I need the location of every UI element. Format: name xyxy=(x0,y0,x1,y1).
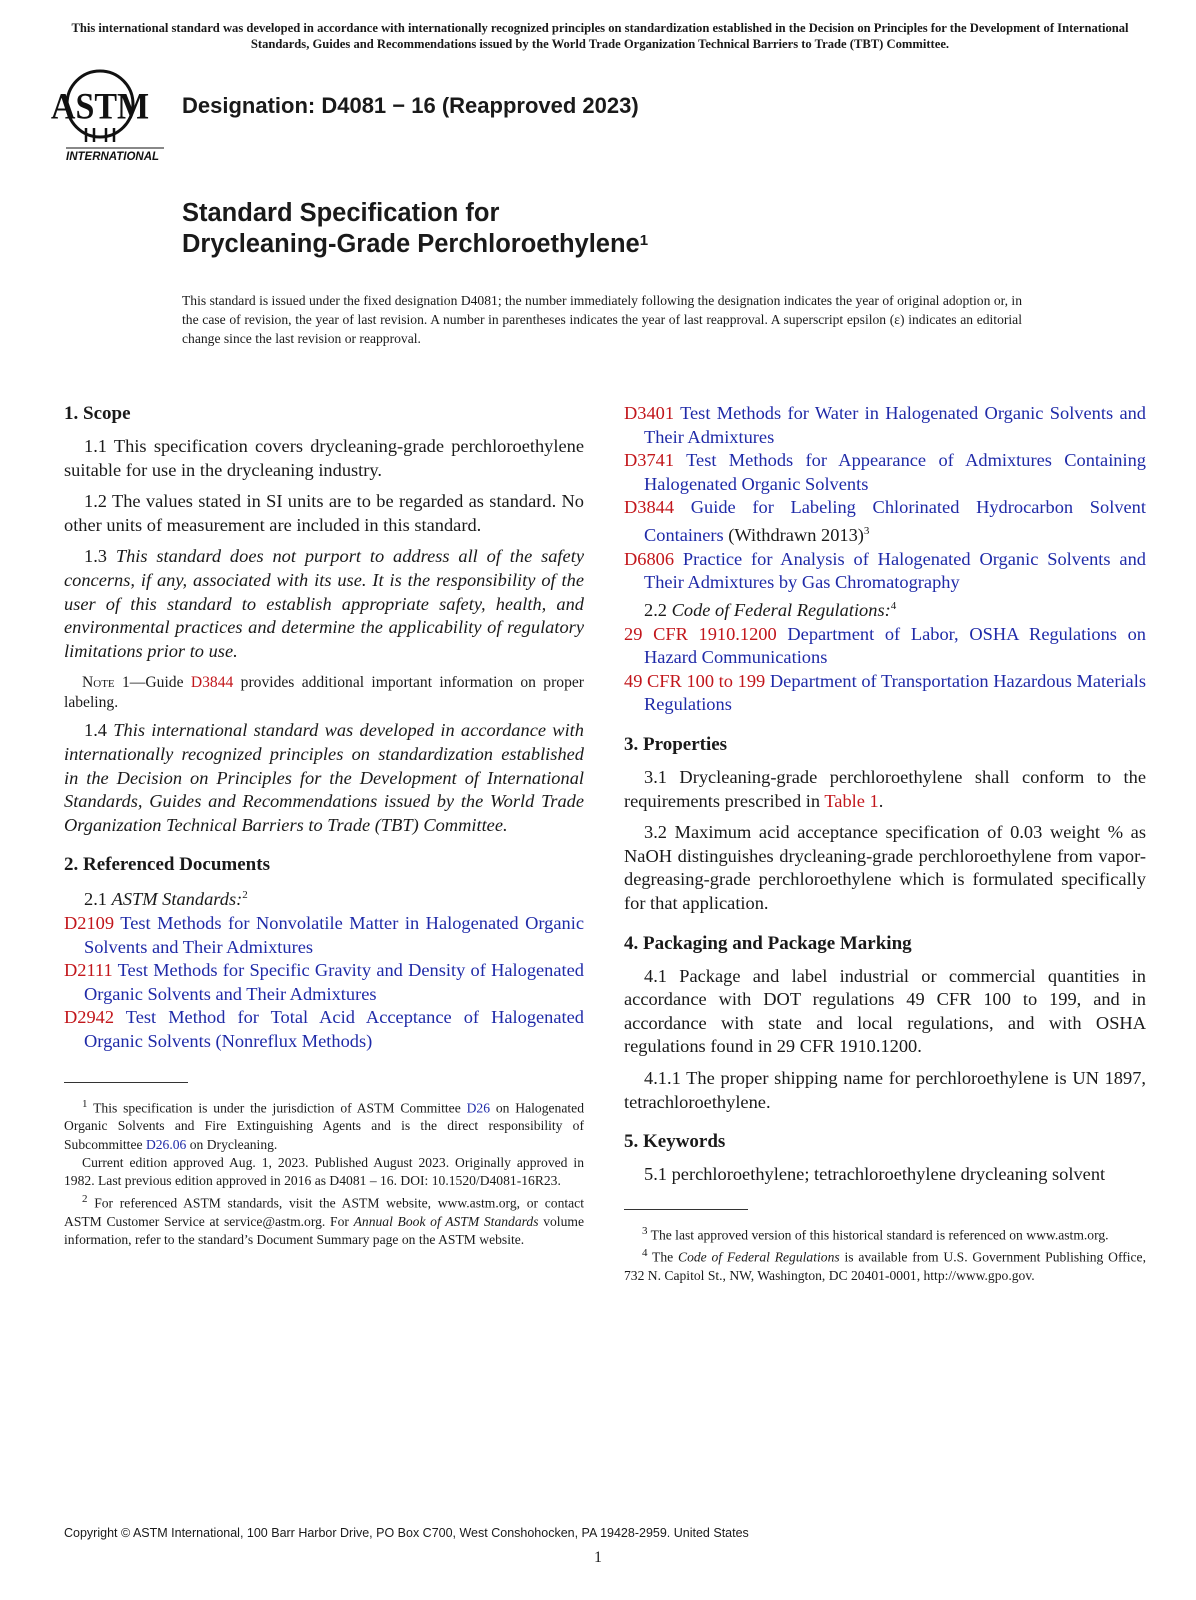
footnote-1: $^1$ This specification is under the jurisdiction of ASTM Committee D26 on Halogenated Organic Solvents and Fire Extinguishing Agents and is the direct responsibility of Subcommittee D26.06 on Drycleaning. xyxy=(64,1097,584,1152)
footnote-rule xyxy=(64,1082,188,1083)
para-1-3: 1.3 This standard does not purport to address all of the safety concerns, if any, associated with its use. It is the responsibility of the user of this standard to establish appropriate safety, health, and environmental practices and determine the applicability of regulatory limitations prior to use. xyxy=(64,546,584,661)
copyright: Copyright © ASTM International, 100 Barr Harbor Drive, PO Box C700, West Conshohocken, PA 19428-2959. United States xyxy=(64,1526,749,1540)
reference-code-link[interactable]: 29 CFR 1910.1200 xyxy=(624,623,777,644)
footnote-link-d26[interactable]: D26 xyxy=(466,1100,491,1116)
para-4-1: 4.1 Package and label industrial or commercial quantities in accordance with DOT regulations 49 CFR 100 to 199, and in accordance with state and local regulations, and with OSHA regulations found in 29 CFR 1910.1200. xyxy=(624,965,1146,1057)
reference-note: (Withdrawn 2013) xyxy=(723,525,864,546)
footnote-4: $^4$ The Code of Federal Regulations is available from U.S. Government Publishing Office, 732 N. Capitol St., NW, Washington, DC 20401-0001, http://www.gpo.gov. xyxy=(624,1247,1146,1284)
reference-item xyxy=(624,496,1146,547)
reference-item xyxy=(64,959,584,1006)
reference-title-link[interactable]: Test Methods for Appearance of Admixtures Containing Halogenated Organic Solvents xyxy=(644,450,1147,494)
para-1-2: 1.2 The values stated in SI units are to be regarded as standard. No other units of measurement are included in this standard. xyxy=(64,491,584,535)
para-1-4: 1.4 This international standard was developed in accordance with internationally recognized principles on standardization established in the Decision on Principles for the Development of International Standards, Guides and Recommendations issued by the World Trade Organization Technical Barriers to Trade (TBT) Committee. xyxy=(64,720,584,835)
reference-item xyxy=(624,670,1146,717)
reference-code-link[interactable]: D3741 xyxy=(624,450,675,471)
reference-title-link[interactable]: Test Method for Total Acid Acceptance of Halogenated Organic Solvents (Nonreflux Methods) xyxy=(84,1007,585,1051)
reference-code-link[interactable]: D2111 xyxy=(64,960,113,981)
note-ref-link[interactable]: D3844 xyxy=(190,674,234,692)
subsection-2-1: 2.1 ASTM Standards:$^2$ xyxy=(84,889,248,910)
reference-code-link[interactable]: D2109 xyxy=(64,913,115,934)
footnote-2: $^2$ For referenced ASTM standards, visit the ASTM website, www.astm.org, or contact ASTM Customer Service at service@astm.org. For Annual Book of ASTM Standards volume information, refer to the standard’s Document Summary page on the ASTM website. xyxy=(64,1193,584,1248)
footnotes-left xyxy=(64,1095,584,1250)
footnote-1b: Current edition approved Aug. 1, 2023. Published August 2023. Originally approved in 1982. Last previous edition approved in 2016 as D4081 – 16. DOI: 10.1520/D4081-16R23. xyxy=(64,1154,584,1188)
title-line-2: Drycleaning-Grade Perchloroethylene xyxy=(182,230,640,258)
reference-code-link[interactable]: D3844 xyxy=(624,497,675,518)
reference-title-link[interactable]: Test Methods for Nonvolatile Matter in Halogenated Organic Solvents and Their Admixtures xyxy=(84,913,585,957)
title-line-1: Standard Specification for xyxy=(182,199,500,227)
reference-item xyxy=(624,548,1146,595)
preamble: This standard is issued under the fixed designation D4081; the number immediately following the designation indicates the year of original adoption or, in the case of revision, the year of last revision. A number in parentheses indicates the year of last reapproval. A superscript epsilon (ε) indicates an editorial change since the last revision or reapproval. xyxy=(182,293,1022,346)
para-1-1: 1.1 This specification covers drycleaning-grade perchloroethylene suitable for use in the drycleaning industry. xyxy=(64,436,584,480)
section-4-heading: 4. Packaging and Package Marking xyxy=(624,932,912,954)
reference-title-link[interactable]: Guide for Labeling Chlorinated Hydrocarbon Solvent Containers xyxy=(644,497,1146,546)
reference-title-link[interactable]: Test Methods for Specific Gravity and Density of Halogenated Organic Solvents and Their Admixtures xyxy=(84,960,584,1004)
left-column xyxy=(64,402,584,1249)
reference-title-link[interactable]: Department of Labor, OSHA Regulations on Hazard Communications xyxy=(644,623,1146,668)
designation: Designation: D4081 − 16 (Reapproved 2023) xyxy=(182,93,639,118)
section-3-heading: 3. Properties xyxy=(624,733,728,755)
footnotes-right xyxy=(624,1222,1146,1286)
page-number: 1 xyxy=(594,1549,602,1566)
reference-item xyxy=(624,623,1146,670)
reference-code-link[interactable]: D3401 xyxy=(624,403,675,423)
table-1-link[interactable]: Table 1 xyxy=(824,790,879,811)
svg-text:ASTM: ASTM xyxy=(50,85,150,127)
reference-item xyxy=(64,1006,584,1053)
reference-title-link[interactable]: Practice for Analysis of Halogenated Organic Solvents and Their Admixtures by Gas Chromatography xyxy=(644,548,1146,593)
section-5-heading: 5. Keywords xyxy=(624,1131,726,1153)
reference-item xyxy=(64,912,584,959)
footnote-rule-right xyxy=(624,1209,748,1210)
section-2-heading: 2. Referenced Documents xyxy=(64,854,270,876)
title-footnote-mark: 1 xyxy=(639,232,649,249)
reference-item xyxy=(624,449,1146,496)
reference-list-astm-continued xyxy=(624,402,1146,595)
trade-notice: This international standard was developed in accordance with internationally recognized principles on standardization established in the Decision on Principles for the Development of International Standards, Guides and Recommendations issued by the World Trade Organization Technical Barriers to Trade (TBT) Committee. xyxy=(71,21,1129,51)
reference-title-link[interactable]: Department of Transportation Hazardous Materials Regulations xyxy=(644,670,1146,715)
reference-code-link[interactable]: D2942 xyxy=(64,1007,115,1028)
reference-item xyxy=(624,402,1146,449)
note-1: Note 1—Guide D3844 provides additional important information on proper labeling. xyxy=(64,674,585,712)
right-column xyxy=(624,402,1146,1285)
reference-footnote-mark: 3 xyxy=(863,524,870,537)
reference-list-cfr xyxy=(624,623,1146,717)
reference-code-link[interactable]: D6806 xyxy=(624,548,675,569)
subsection-2-2: 2.2 Code of Federal Regulations:$^4$ xyxy=(644,599,897,620)
reference-title-link[interactable]: Test Methods for Water in Halogenated Organic Solvents and Their Admixtures xyxy=(644,403,1147,447)
reference-code-link[interactable]: 49 CFR 100 to 199 xyxy=(624,670,766,691)
page-title xyxy=(182,198,648,260)
footnote-link-d26-06[interactable]: D26.06 xyxy=(145,1136,187,1152)
para-3-1: 3.1 Drycleaning-grade perchloroethylene shall conform to the requirements prescribed in Table 1. xyxy=(624,766,1146,811)
svg-text:INTERNATIONAL: INTERNATIONAL xyxy=(66,151,160,163)
para-4-1-1: 4.1.1 The proper shipping name for perchloroethylene is UN 1897, tetrachloroethylene. xyxy=(624,1067,1146,1112)
footnote-3: $^3$ The last approved version of this historical standard is referenced on www.astm.org. xyxy=(642,1224,1109,1243)
reference-list-astm xyxy=(64,912,584,1054)
para-5-1: 5.1 perchloroethylene; tetrachloroethylene drycleaning solvent xyxy=(644,1164,1106,1185)
para-3-2: 3.2 Maximum acid acceptance specification of 0.03 weight % as NaOH distinguishes drycleaning-grade perchloroethylene from vapor-degreasing-grade perchloroethylene which is formulated specifically for that application. xyxy=(624,822,1146,913)
astm-logo xyxy=(50,68,168,168)
section-1-heading: 1. Scope xyxy=(64,403,131,424)
